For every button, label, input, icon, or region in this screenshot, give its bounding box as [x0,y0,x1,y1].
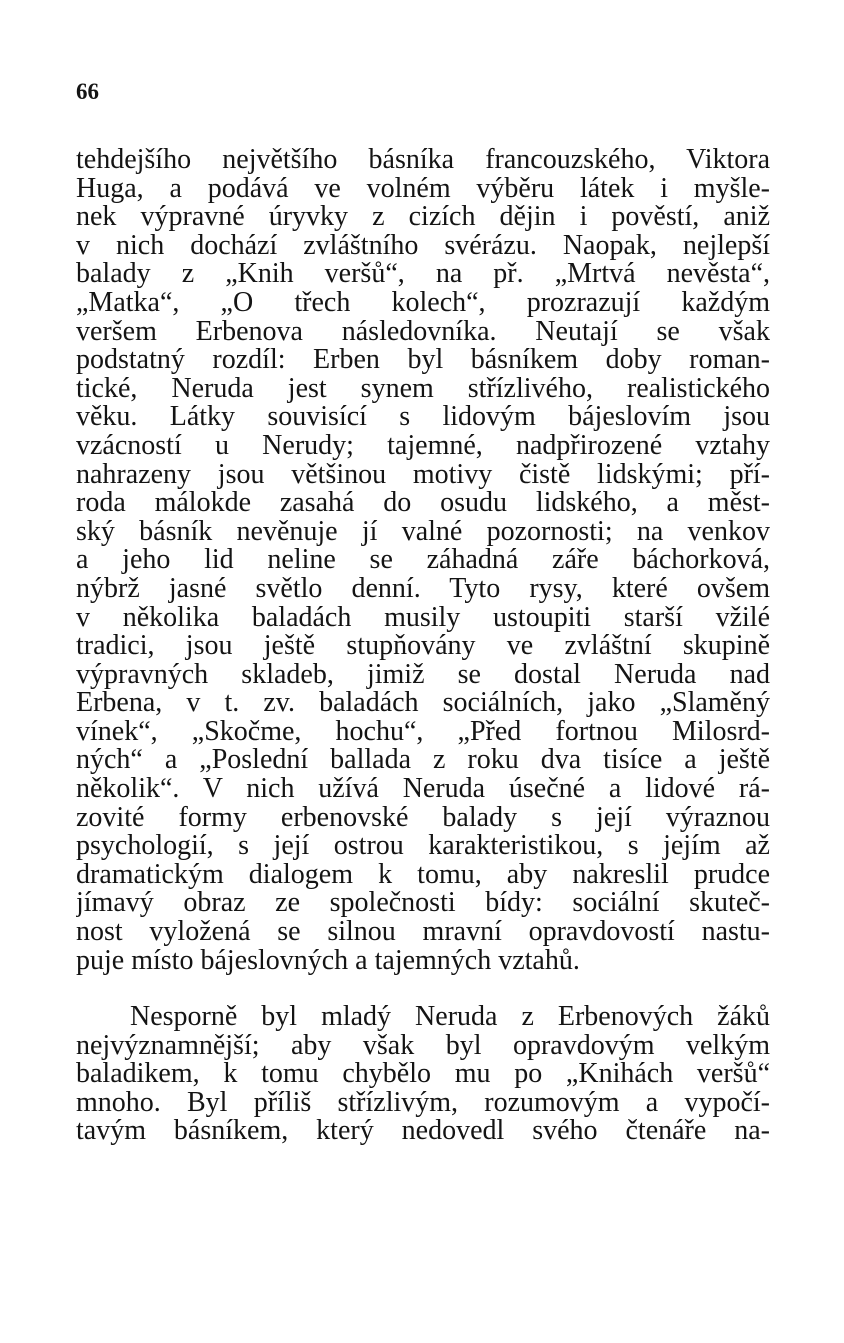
text-line: nahrazeny jsou většinou motivy čistě lidskými; pří- [76,460,770,490]
text-line: mnoho. Byl příliš střízlivým, rozumovým a vypočí- [76,1088,770,1118]
text-line: jímavý obraz ze společnosti bídy: sociální skuteč- [76,889,770,919]
text-line: nýbrž jasné světlo denní. Tyto rysy, které ovšem [76,574,770,604]
text-line: vzácností u Nerudy; tajemné, nadpřirozené vztahy [76,431,770,461]
text-line: několik“. V nich užívá Neruda úsečné a lidové rá- [76,775,770,804]
text-line: výpravných skladeb, jimiž se dostal Neruda nad [76,660,770,690]
text-line: v několika baladách musily ustoupiti starší vžilé [76,603,770,633]
text-line: nost vyložená se silnou mravní opravdovostí nastu- [76,918,770,947]
text-line: tické, Neruda jest synem střízlivého, realistického [76,374,770,404]
text-line: tavým básníkem, který nedovedl svého čtenáře na- [76,1117,770,1146]
text-line: roda málokde zasahá do osudu lidského, a měst- [76,489,770,518]
text-line: ných“ a „Poslední ballada z roku dva tisíce a ještě [76,746,770,776]
text-line: Erbena, v t. zv. baladách sociálních, jako „Slaměný [76,689,770,718]
text-line: puje místo bájeslovných a tajemných vztahů. [76,946,580,976]
page-number: 66 [76,79,99,104]
text-line: dramatickým dialogem k tomu, aby nakreslil prudce [76,860,770,890]
text-line: podstatný rozdíl: Erben byl básníkem doby roman- [76,346,770,375]
text-line: zovité formy erbenovské balady s její výraznou [76,803,770,833]
text-line: veršem Erbenova následovníka. Neutají se však [76,317,770,347]
text-line: věku. Látky souvisící s lidovým bájeslovím jsou [76,403,770,432]
text-line: Huga, a podává ve volném výběru látek i myšle- [76,174,770,204]
text-line: Nesporně byl mladý Neruda z Erbenových žáků [130,1003,770,1032]
text-line: vínek“, „Skočme, hochu“, „Před fortnou Milosrd- [76,717,770,747]
paragraph-1 [76,146,770,975]
text-line: tehdejšího největšího básníka francouzského, Viktora [76,146,770,175]
text-line: a jeho lid neline se záhadná záře báchorková, [76,546,770,575]
text-line: baladikem, k tomu chybělo mu po „Knihách veršů“ [76,1060,770,1089]
text-line: „Matka“, „O třech kolech“, prozrazují každým [76,288,770,318]
text-line: ský básník nevěnuje jí valné pozornosti; na venkov [76,517,770,547]
text-line: nejvýznamnější; aby však byl opravdovým velkým [76,1031,770,1061]
text-line: v nich dochází zvláštního svérázu. Naopak, nejlepší [76,231,770,261]
text-line: tradici, jsou ještě stupňovány ve zvláštní skupině [76,632,770,661]
text-line: psychologií, s její ostrou karakteristikou, s jejím až [76,832,770,861]
text-line: balady z „Knih veršů“, na př. „Mrtvá nevěsta“, [76,260,770,289]
text-line: nek výpravné úryvky z cizích dějin i pověstí, aniž [76,203,770,232]
paragraph-2 [76,1003,770,1146]
